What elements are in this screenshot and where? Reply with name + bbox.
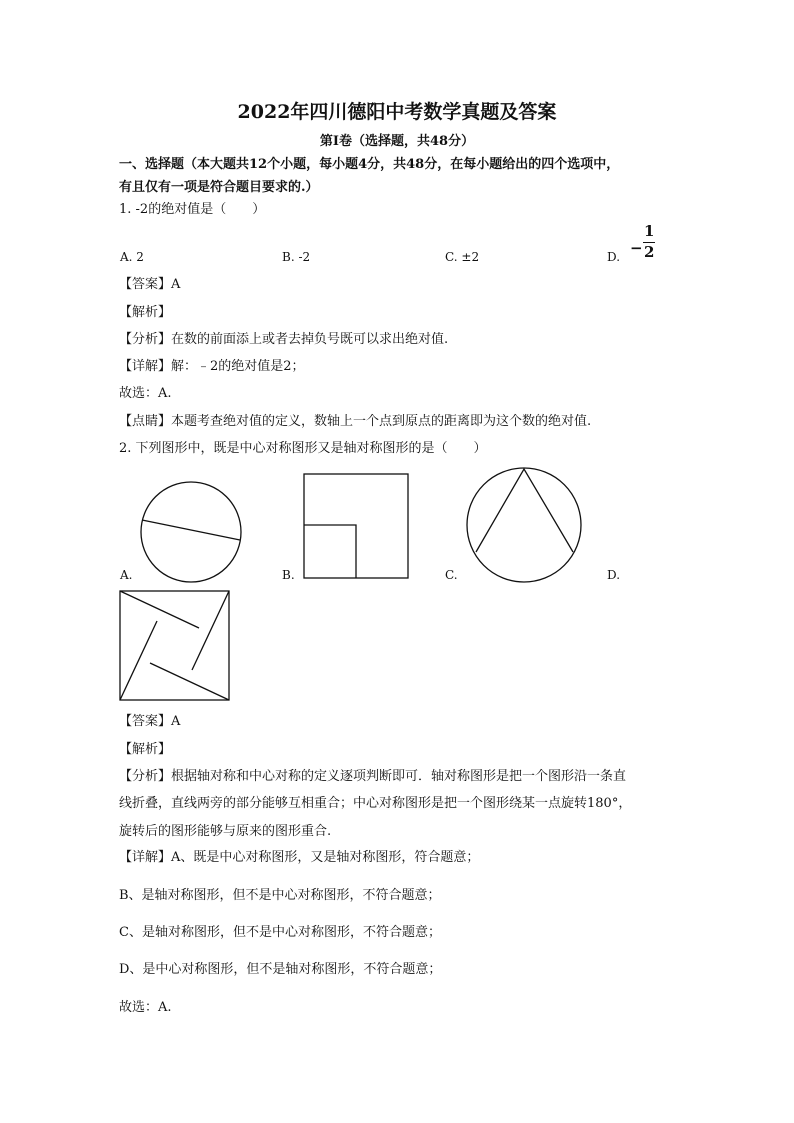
section-instructions-line-1: 一、选择题（本大题共12个小题，每小题4分，共48分，在每小题给出的四个选项中， bbox=[119, 157, 620, 172]
q2-analysis-heading: 【解析】 bbox=[119, 742, 172, 757]
q2-figure-b-nested-squares bbox=[303, 473, 411, 581]
q2-label-d: D. bbox=[607, 568, 621, 582]
q2-detail-d: D、是中心对称图形，但不是轴对称图形，不符合题意； bbox=[119, 962, 442, 977]
q1-answer: 【答案】A bbox=[119, 277, 181, 292]
fraction-sign: − bbox=[630, 239, 643, 257]
q1-option-d-fraction bbox=[630, 222, 662, 262]
page-title: 2022年四川德阳中考数学真题及答案 bbox=[237, 101, 557, 123]
q1-analysis: 【分析】在数的前面添上或者去掉负号既可以求出绝对值. bbox=[119, 332, 449, 347]
q2-label-a: A. bbox=[120, 568, 133, 582]
q2-figure-a-circle-with-chord bbox=[138, 479, 244, 585]
q2-detail-c: C、是轴对称图形，但不是中心对称图形，不符合题意； bbox=[119, 925, 441, 940]
q2-choose: 故选：A. bbox=[119, 1000, 172, 1015]
q1-option-b: B. -2 bbox=[282, 250, 311, 264]
q2-stem: 2. 下列图形中，既是中心对称图形又是轴对称图形的是（ ） bbox=[119, 441, 487, 456]
q2-analysis-line-2: 线折叠，直线两旁的部分能够互相重合；中心对称图形是把一个图形绕某一点旋转180°， bbox=[119, 796, 632, 811]
q2-figure-c-circle-with-inscribed-triangle bbox=[464, 466, 584, 584]
q1-option-a: A. 2 bbox=[120, 250, 144, 264]
fraction-numerator: 1 bbox=[644, 222, 655, 240]
q1-stem: 1. -2的绝对值是（ ） bbox=[119, 202, 266, 217]
q2-answer: 【答案】A bbox=[119, 714, 181, 729]
q1-option-c: C. ±2 bbox=[445, 250, 480, 264]
q2-analysis-line-1: 【分析】根据轴对称和中心对称的定义逐项判断即可．轴对称图形是把一个图形沿一条直 bbox=[119, 769, 627, 784]
q1-choose: 故选：A. bbox=[119, 386, 172, 401]
q2-label-b: B. bbox=[282, 568, 295, 582]
section-instructions-line-2: 有且仅有一项是符合题目要求的.） bbox=[119, 180, 319, 195]
q2-detail-b: B、是轴对称图形，但不是中心对称图形，不符合题意； bbox=[119, 888, 441, 903]
q2-detail: 【详解】A、既是中心对称图形，又是轴对称图形，符合题意； bbox=[119, 850, 480, 865]
q1-analysis-heading: 【解析】 bbox=[119, 305, 172, 320]
q1-comment: 【点睛】本题考查绝对值的定义，数轴上一个点到原点的距离即为这个数的绝对值. bbox=[119, 414, 592, 429]
q2-figure-d-pinwheel-square bbox=[119, 590, 231, 701]
section-subtitle: 第Ⅰ卷（选择题，共48分） bbox=[319, 134, 475, 149]
fraction-denominator: 2 bbox=[644, 243, 655, 261]
q2-analysis-line-3: 旋转后的图形能够与原来的图形重合. bbox=[119, 824, 332, 839]
q2-label-c: C. bbox=[445, 568, 458, 582]
q1-option-d: D. bbox=[607, 250, 621, 264]
q1-detail: 【详解】解：﹣2的绝对值是2； bbox=[119, 359, 305, 374]
